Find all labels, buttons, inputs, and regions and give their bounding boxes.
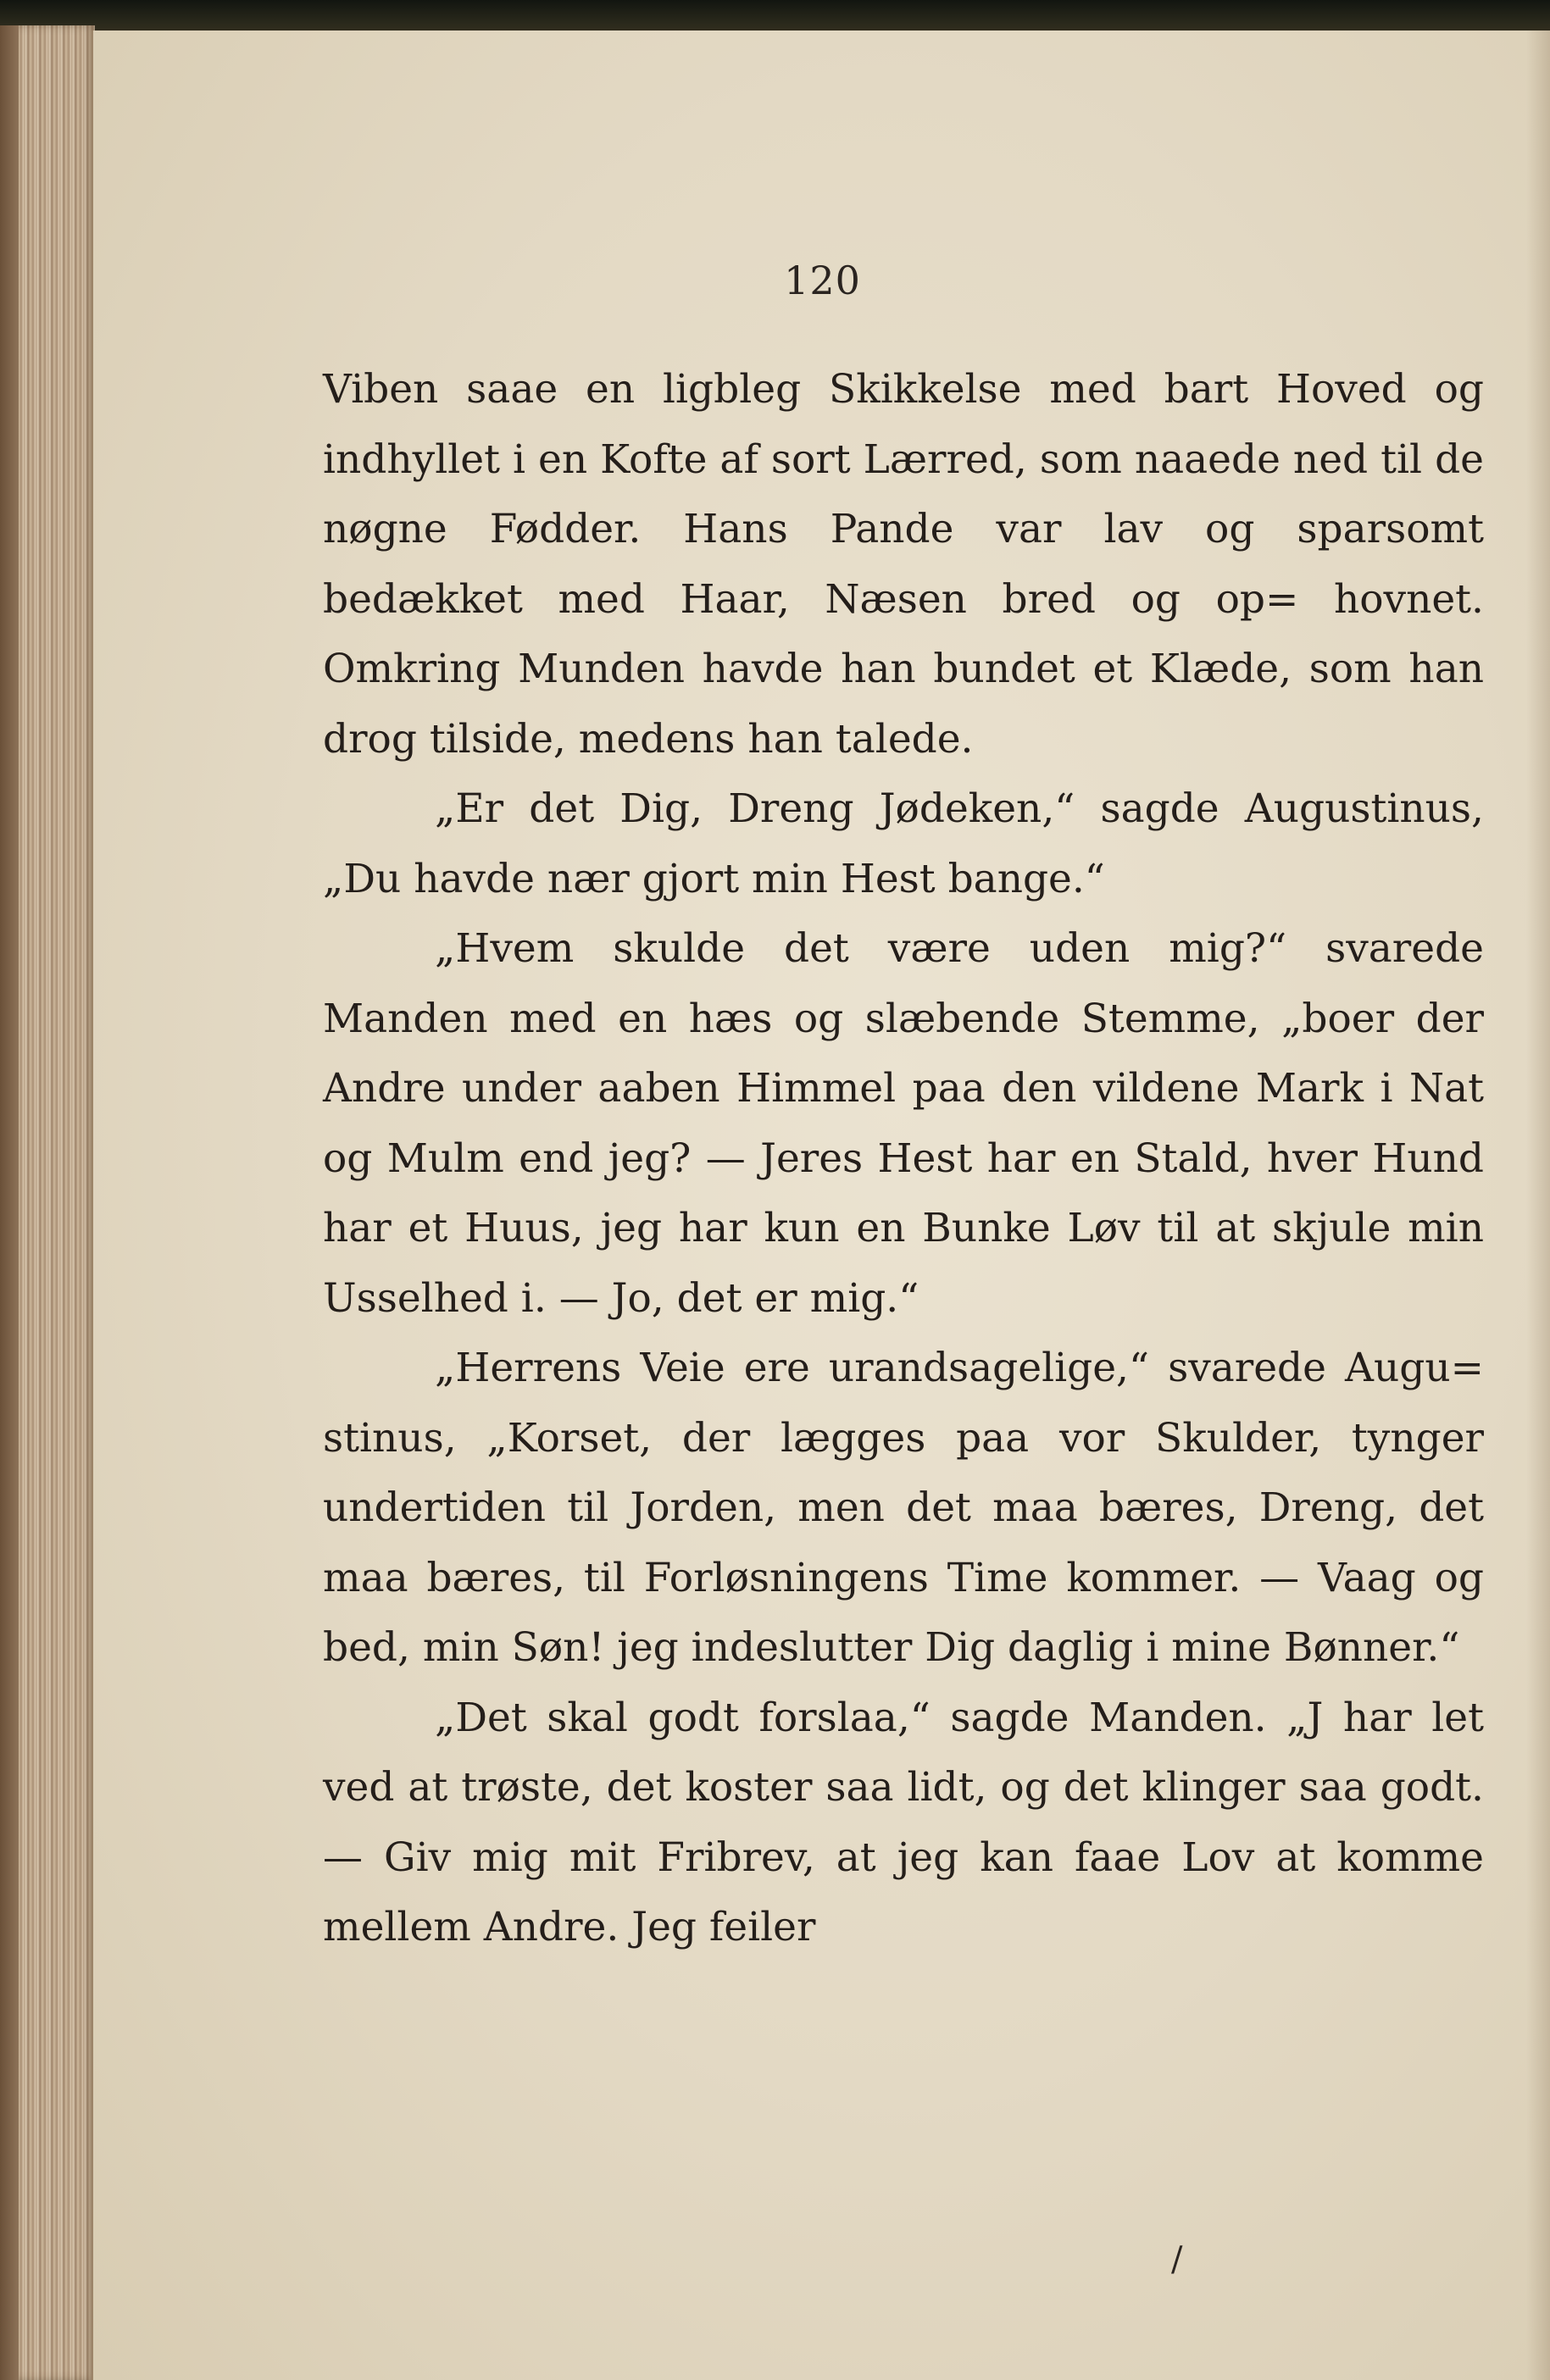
page-number: 120 bbox=[784, 258, 861, 303]
paragraph-2: „Er det Dig, Dreng Jødeken,“ sagde Augustinus, „Du havde nær gjort min Hest bange.“ bbox=[323, 785, 1484, 902]
body-text bbox=[323, 355, 1484, 1963]
paragraph-1: Viben saae en ligbleg Skikkelse med bart Hoved og indhyllet i en Kofte af sort Lærred, som naaede ned til de nøgne Fødder. Hans Pande var lav og sparsomt bedækket med Haar, Næsen bred og op= hovnet. Omkring Munden havde han bundet et Klæde, som han drog tilside, medens han talede. bbox=[323, 366, 1484, 763]
paragraph-3: „Hvem skulde det være uden mig?“ svarede Manden med en hæs og slæbende Stemme, „boer der Andre under aaben Himmel paa den vildene Mark i Nat og Mulm end jeg? — Jeres Hest har en Stald, hver Hund har et Huus, jeg har kun en Bunke Løv til at skjule min Usselhed i. — Jo, det er mig.“ bbox=[323, 925, 1484, 1322]
stray-ink-mark: / bbox=[1171, 2240, 1183, 2279]
paragraph-5: „Det skal godt forslaa,“ sagde Manden. „J har let ved at trøste, det koster saa lidt, og det klinger saa godt. — Giv mig mit Fribrev, at jeg kan faae Lov at komme mellem Andre. Jeg feiler bbox=[323, 1694, 1484, 1950]
page-edges bbox=[0, 25, 95, 2380]
book-page bbox=[92, 31, 1550, 2380]
paragraph-4: „Herrens Veie ere urandsagelige,“ svarede Augu= stinus, „Korset, der lægges paa vor Skulder, tynger undertiden til Jorden, men det maa bæres, Dreng, det maa bæres, til Forløsningens Time kommer. — Vaag og bed, min Søn! jeg indeslutter Dig daglig i mine Bønner.“ bbox=[323, 1345, 1484, 1671]
